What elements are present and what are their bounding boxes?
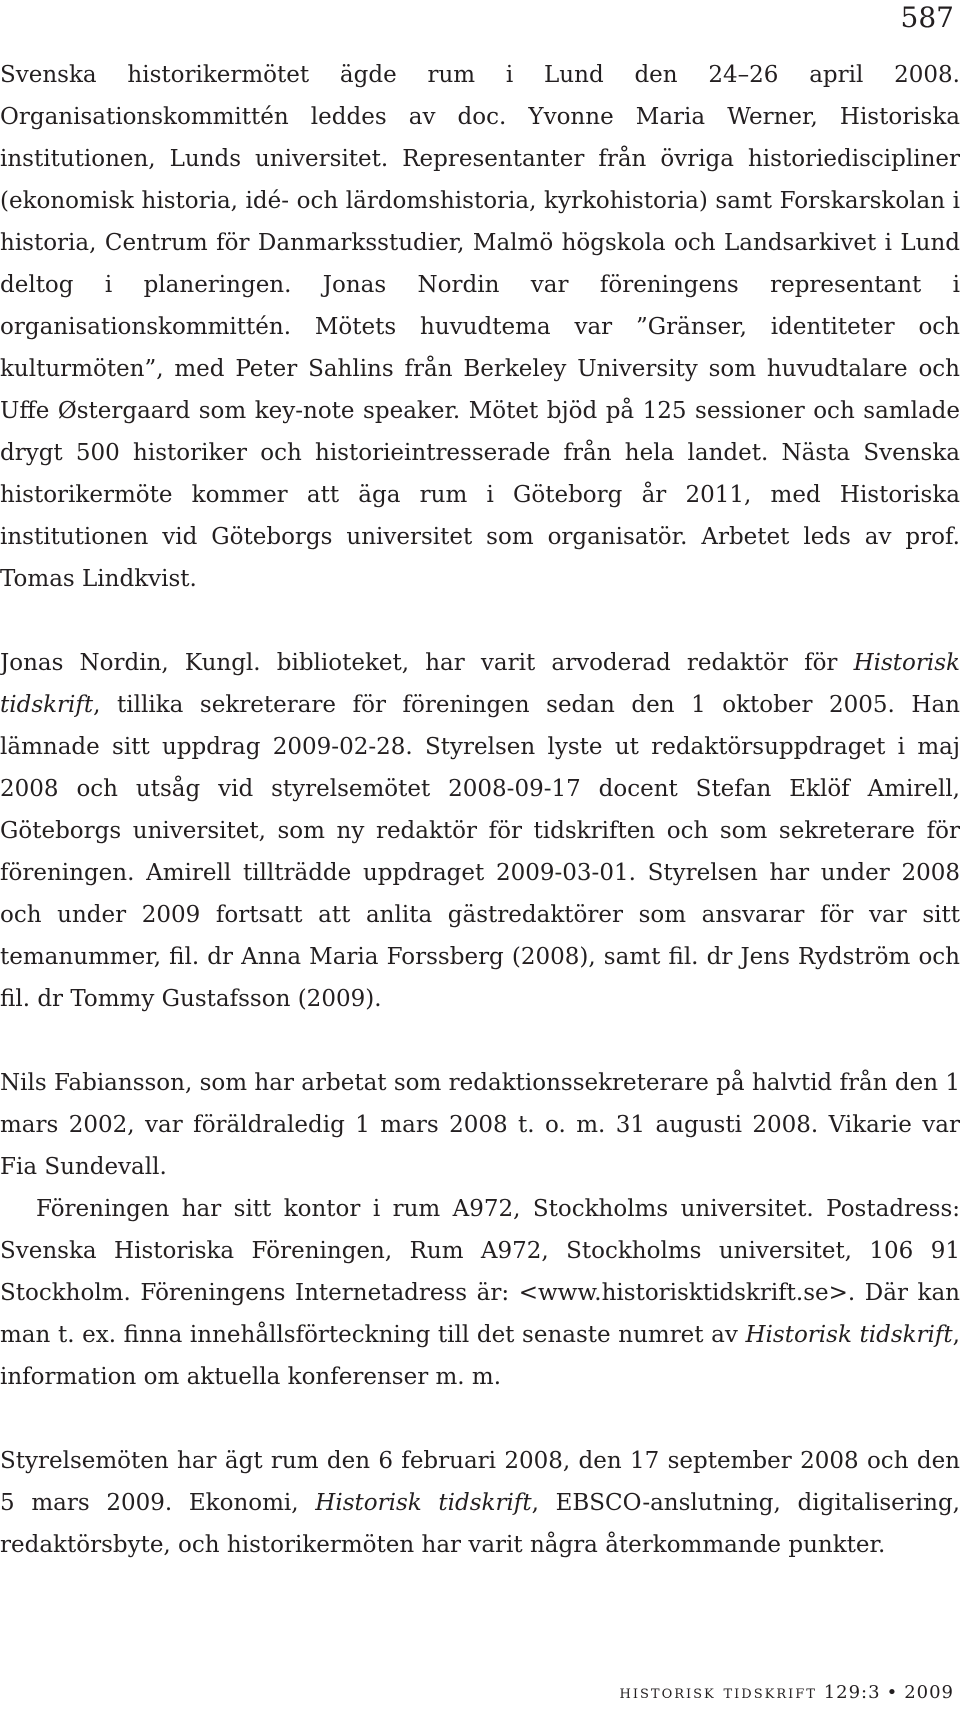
text-segment: , information om aktuella konferenser m. m. [0,1322,960,1390]
journal-title-italic: Historisk tidskrift [745,1322,953,1348]
page-number: 587 [900,1,954,34]
journal-title-italic: Historisk tidskrift [0,650,960,718]
paragraph-redaktor [0,642,960,1020]
paragraph-styrelsemoten [0,1440,960,1566]
footer-year: 2009 [904,1682,954,1703]
text-segment: , tillika sekreterare för föreningen sedan den 1 oktober 2005. Han lämnade sitt uppdrag 2009-02-28. Styrelsen lyste ut redaktörsuppdraget i maj 2008 och utsåg vid styrelsemötet 2008-09-17 docent Stefan Eklöf Amirell, Göteborgs universitet, som ny redaktör för tidskriften och som sekreterare för föreningen. Amirell tillträdde uppdraget 2009-03-01. Styrelsen har under 2008 och under 2009 fortsatt att anlita gästredaktörer som ansvarar för var sitt temanummer, fil. dr Anna Maria Forssberg (2008), samt fil. dr Jens Rydström och fil. dr Tommy Gustafsson (2009). [0,692,960,1012]
paragraph-kontor [0,1188,960,1398]
text-segment: Jonas Nordin, Kungl. biblioteket, har varit arvoderad redaktör för [0,650,854,676]
text-segment: Nils Fabiansson, som har arbetat som redaktionssekreterare på halvtid från den 1 mars 2002, var föräldraledig 1 mars 2008 t. o. m. 31 augusti 2008. Vikarie var Fia Sundevall. [0,1070,960,1180]
text-segment: , EBSCO-anslutning, digitalisering, redaktörsbyte, och historikermöten har varit några återkommande punkter. [0,1490,960,1558]
journal-title-italic: Historisk tidskrift [315,1490,532,1516]
running-footer [620,1680,954,1706]
footer-separator: • [886,1682,899,1703]
body-text [0,54,960,1566]
text-segment: Styrelsemöten har ägt rum den 6 februari 2008, den 17 september 2008 och den 5 mars 2009. Ekonomi, [0,1448,960,1516]
text-segment: Föreningen har sitt kontor i rum A972, Stockholms universitet. Postadress: Svenska Historiska Föreningen, Rum A972, Stockholms universitet, 106 91 Stockholm. Föreningens Internetadress är: <www.historisktidskrift.se>. Där kan man t. ex. finna innehållsförteckning till det senaste numret av [0,1196,960,1348]
paragraph-redaktionssekreterare [0,1062,960,1188]
paragraph-historikermote [0,54,960,600]
text-segment: Svenska historikermötet ägde rum i Lund den 24–26 april 2008. Organisationskommittén leddes av doc. Yvonne Maria Werner, Historiska institutionen, Lunds universitet. Representanter från övriga historiediscipliner (ekonomisk historia, idé- och lärdomshistoria, kyrkohistoria) samt Forskarskolan i historia, Centrum för Danmarksstudier, Malmö högskola och Landsarkivet i Lund deltog i planeringen. Jonas Nordin var föreningens representant i organisationskommittén. Mötets huvudtema var ”Gränser, identiteter och kulturmöten”, med Peter Sahlins från Berkeley University som huvudtalare och Uffe Østergaard som key-note speaker. Mötet bjöd på 125 sessioner och samlade drygt 500 historiker och historieintresserade från hela landet. Nästa Svenska historikermöte kommer att äga rum i Göteborg år 2011, med Historiska institutionen vid Göteborgs universitet som organisatör. Arbetet leds av prof. Tomas Lindkvist. [0,62,960,592]
footer-journal-name: historisk tidskrift [619,1682,817,1703]
footer-issue: 129:3 [823,1682,881,1703]
